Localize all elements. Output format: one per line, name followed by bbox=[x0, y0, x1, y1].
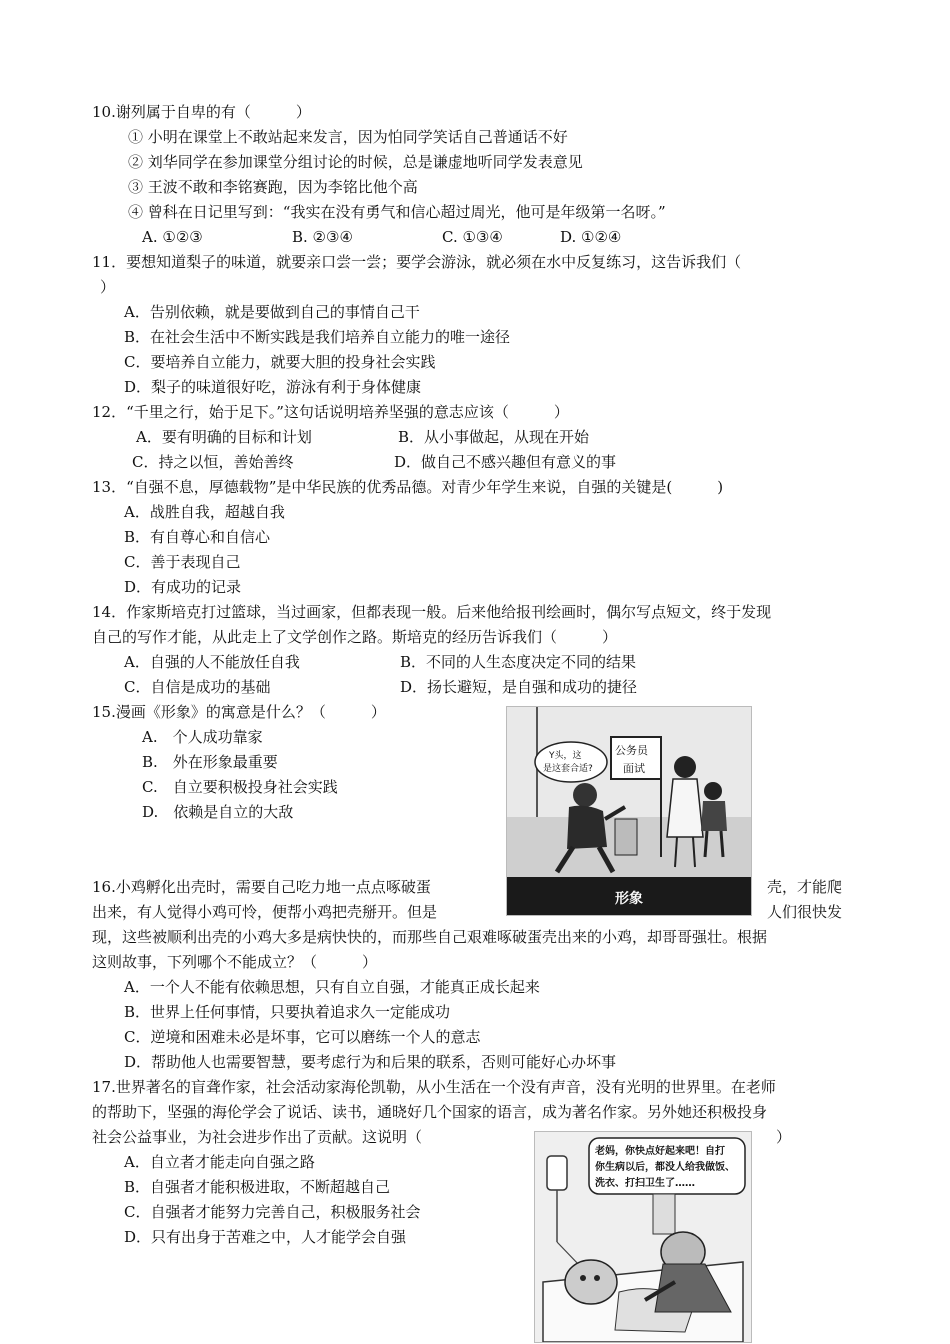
q11-stem: 11．要想知道梨子的味道，就要亲口尝一尝；要学会游泳，就必须在水中反复练习，这告诉我们（ bbox=[92, 253, 742, 271]
q10-item-4: ④ 曾科在日记里写到：“我实在没有勇气和信心超过周光，他可是年级第一名呀。” bbox=[128, 203, 666, 221]
cartoon-sign-line1: 公务员 bbox=[615, 744, 648, 757]
q10-item-2: ② 刘华同学在参加课堂分组讨论的时候，总是谦虚地听同学发表意见 bbox=[128, 153, 583, 171]
cartoon-sign-line2: 面试 bbox=[623, 762, 645, 775]
cartoon2-bubble-line1: 老妈，你快点好起来吧！自打 bbox=[595, 1146, 725, 1157]
q10-choice-a: A. ①②③ bbox=[142, 228, 203, 246]
q14-option-a: A．自强的人不能放任自我 bbox=[124, 653, 300, 671]
q17-line2: 的帮助下，坚强的海伦学会了说话、读书，通晓好几个国家的语言，成为著名作家。另外她还积极投身 bbox=[92, 1103, 768, 1121]
q15-stem: 15.漫画《形象》的寓意是什么？（ ） bbox=[92, 703, 386, 721]
q15-option-d: D. 依赖是自立的大敌 bbox=[142, 803, 294, 821]
q14-stem-2: 自己的写作才能，从此走上了文学创作之路。斯培克的经历告诉我们（ ） bbox=[92, 628, 618, 646]
q11-option-b: B．在社会生活中不断实践是我们培养自立能力的唯一途径 bbox=[124, 328, 511, 346]
q14-option-b: B．不同的人生态度决定不同的结果 bbox=[400, 653, 637, 671]
q13-option-d: D．有成功的记录 bbox=[124, 578, 242, 596]
q11-stem-cont: ） bbox=[100, 278, 116, 296]
q15-option-a: A. 个人成功靠家 bbox=[142, 728, 263, 746]
cartoon-bubble-line1: Y头，这 bbox=[549, 751, 582, 761]
q15-option-b: B. 外在形象最重要 bbox=[142, 753, 278, 771]
q14-option-c: C．自信是成功的基础 bbox=[124, 678, 271, 696]
q11-option-c: C．要培养自立能力，就要大胆的投身社会实践 bbox=[124, 353, 436, 371]
q17-line3-end: ） bbox=[776, 1128, 792, 1146]
q12-option-b: B．从小事做起，从现在开始 bbox=[398, 428, 590, 446]
q13-option-b: B．有自尊心和自信心 bbox=[124, 528, 271, 546]
q12-option-a: A．要有明确的目标和计划 bbox=[136, 428, 312, 446]
q13-option-a: A．战胜自我，超越自我 bbox=[124, 503, 285, 521]
q16-option-b: B．世界上任何事情，只要执着追求久一定能成功 bbox=[124, 1003, 451, 1021]
q16-line1-end: 壳，才能爬 bbox=[767, 878, 843, 896]
q17-option-d: D．只有出身于苦难之中，人才能学会自强 bbox=[124, 1228, 407, 1246]
q16-line2: 出来，有人觉得小鸡可怜，便帮小鸡把壳掰开。但是 bbox=[92, 903, 438, 921]
q17-line3: 社会公益事业，为社会进步作出了贡献。这说明（ bbox=[92, 1128, 423, 1146]
q14-option-d: D．扬长避短，是自强和成功的捷径 bbox=[400, 678, 638, 696]
cartoon2-bubble-line2: 你生病以后，都没人给我做饭、 bbox=[595, 1162, 735, 1173]
q12-option-d: D．做自己不感兴趣但有意义的事 bbox=[394, 453, 617, 471]
q16-option-c: C．逆境和困难未必是坏事，它可以磨练一个人的意志 bbox=[124, 1028, 481, 1046]
q16-line1: 16.小鸡孵化出壳时，需要自己吃力地一点点啄破蛋 bbox=[92, 878, 431, 896]
cartoon-bubble-line2: 是这套合适? bbox=[543, 764, 593, 774]
q16-line2-end: 人们很快发 bbox=[767, 903, 843, 921]
q17-option-b: B．自强者才能积极进取，不断超越自己 bbox=[124, 1178, 391, 1196]
q12-stem: 12．“千里之行，始于足下。”这句话说明培养坚强的意志应该（ ） bbox=[92, 403, 569, 421]
q15-option-c: C. 自立要积极投身社会实践 bbox=[142, 778, 338, 796]
q14-stem: 14．作家斯培克打过篮球，当过画家，但都表现一般。后来他给报刊绘画时，偶尔写点短文，终于发现 bbox=[92, 603, 772, 621]
q16-option-d: D．帮助他人也需要智慧，要考虑行为和后果的联系，否则可能好心办坏事 bbox=[124, 1053, 617, 1071]
q17-option-a: A．自立者才能走向自强之路 bbox=[124, 1153, 315, 1171]
q10-choice-b: B. ②③④ bbox=[292, 228, 353, 246]
q13-option-c: C．善于表现自己 bbox=[124, 553, 241, 571]
q17-option-c: C．自强者才能努力完善自己，积极服务社会 bbox=[124, 1203, 421, 1221]
q10-stem: 10.谢列属于自卑的有（ ） bbox=[92, 103, 311, 121]
q13-stem: 13．“自强不息，厚德载物”是中华民族的优秀品德。对青少年学生来说，自强的关键是( ) bbox=[92, 478, 724, 496]
q10-item-3: ③ 王波不敢和李铭赛跑，因为李铭比他个高 bbox=[128, 178, 418, 196]
cartoon2-bubble-line3: 洗衣、打扫卫生了…… bbox=[595, 1178, 695, 1189]
cartoon-image-appearance bbox=[506, 706, 752, 916]
q16-line3: 现，这些被顺利出壳的小鸡大多是病快快的，而那些自己艰难啄破蛋壳出来的小鸡，却哥哥强壮。根据 bbox=[92, 928, 768, 946]
q10-choice-c: C. ①③④ bbox=[442, 228, 503, 246]
q11-option-a: A．告别依赖，就是要做到自己的事情自己干 bbox=[124, 303, 420, 321]
q16-option-a: A．一个人不能有依赖思想，只有自立自强，才能真正成长起来 bbox=[124, 978, 540, 996]
q17-line1: 17.世界著名的盲聋作家，社会活动家海伦凯勒，从小生活在一个没有声音，没有光明的世界里。在老师 bbox=[92, 1078, 776, 1096]
q10-choice-d: D. ①②④ bbox=[560, 228, 622, 246]
q16-line4: 这则故事，下列哪个不能成立？（ ） bbox=[92, 953, 378, 971]
q12-option-c: C．持之以恒，善始善终 bbox=[132, 453, 294, 471]
q11-option-d: D．梨子的味道很好吃，游泳有利于身体健康 bbox=[124, 378, 422, 396]
q10-item-1: ① 小明在课堂上不敢站起来发言，因为怕同学笑话自己普通话不好 bbox=[128, 128, 568, 146]
cartoon-image-hospital bbox=[534, 1131, 752, 1343]
cartoon-caption: 形象 bbox=[615, 891, 643, 907]
